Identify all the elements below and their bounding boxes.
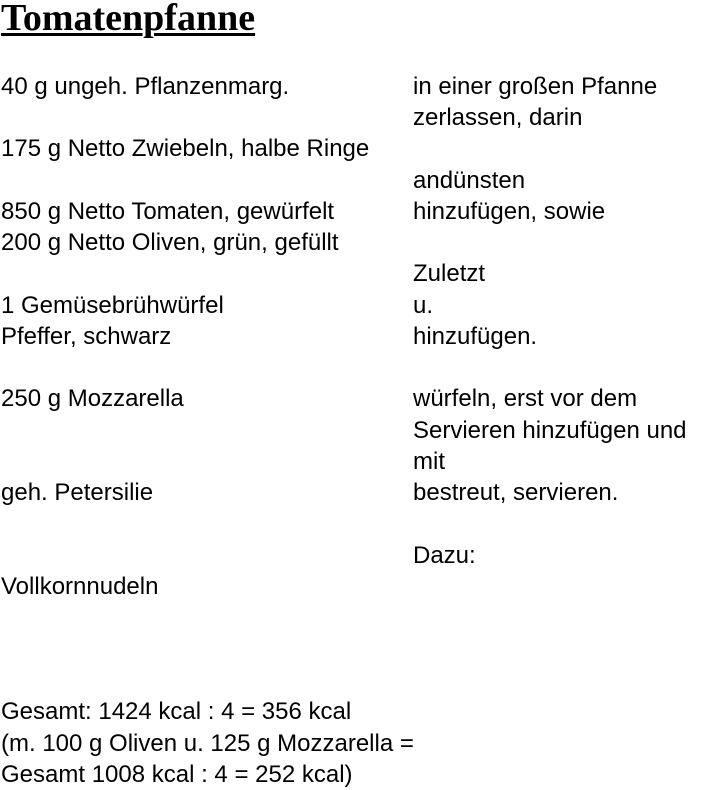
instruction-line: in einer großen Pfanne xyxy=(413,73,658,100)
ingredient-line: 1 Gemüsebrühwürfel xyxy=(1,292,224,319)
instruction-line: Servieren hinzufügen und xyxy=(413,417,687,444)
instruction-line: Zuletzt xyxy=(413,260,486,287)
ingredient-line: Vollkornnudeln xyxy=(1,573,159,600)
ingredient-line: 850 g Netto Tomaten, gewürfelt xyxy=(1,198,335,225)
instruction-line: bestreut, servieren. xyxy=(413,479,619,506)
instruction-line: andünsten xyxy=(413,167,526,194)
ingredient-line: Pfeffer, schwarz xyxy=(1,323,172,350)
ingredient-line: 200 g Netto Oliven, grün, gefüllt xyxy=(1,229,339,256)
ingredient-line: geh. Petersilie xyxy=(1,479,154,506)
instruction-line: hinzufügen. xyxy=(413,323,538,350)
instruction-line: würfeln, erst vor dem xyxy=(413,385,638,412)
instruction-line: mit xyxy=(413,448,445,475)
instruction-line: zerlassen, darin xyxy=(413,104,583,131)
recipe-title: Tomatenpfanne xyxy=(1,0,256,39)
nutrition-line: Gesamt: 1424 kcal : 4 = 356 kcal xyxy=(1,698,352,725)
instruction-line: u. xyxy=(413,292,434,319)
instruction-line: Dazu: xyxy=(413,542,476,569)
nutrition-line: Gesamt 1008 kcal : 4 = 252 kcal) xyxy=(1,761,353,788)
nutrition-line: (m. 100 g Oliven u. 125 g Mozzarella = xyxy=(1,730,414,757)
ingredient-line: 175 g Netto Zwiebeln, halbe Ringe xyxy=(1,135,370,162)
ingredient-line: 250 g Mozzarella xyxy=(1,385,184,412)
ingredient-line: 40 g ungeh. Pflanzenmarg. xyxy=(1,73,290,100)
instruction-line: hinzufügen, sowie xyxy=(413,198,606,225)
